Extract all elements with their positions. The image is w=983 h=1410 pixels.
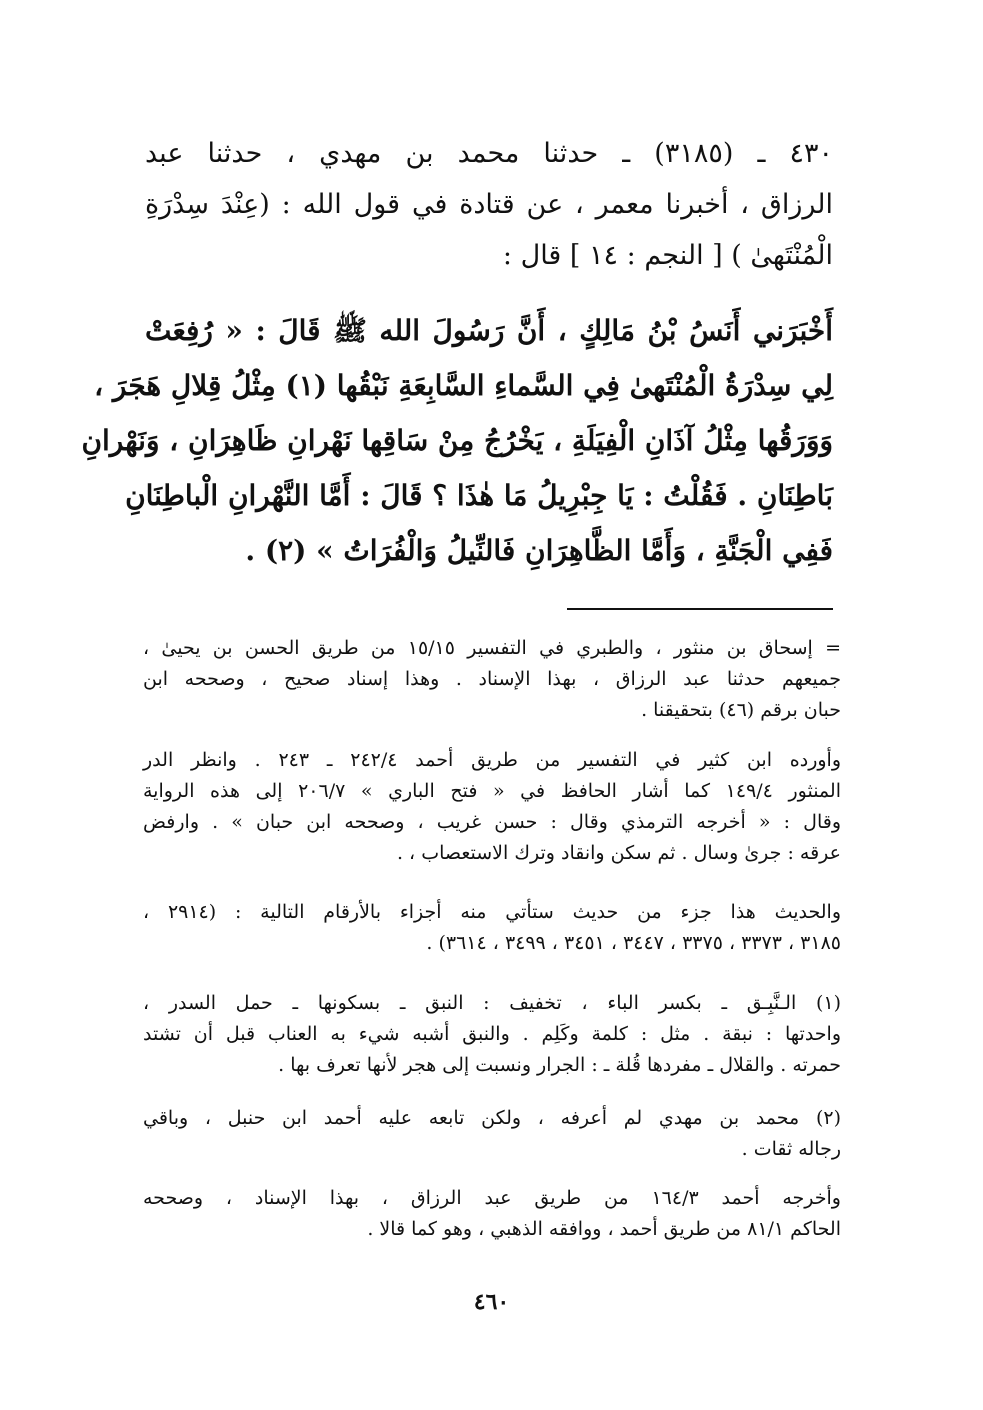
footnote-line: عرقه : جرىٰ وسال . ثم سكن وانقاد وترك الاستعصاب ، . — [396, 842, 841, 864]
footnote-paragraph — [143, 897, 841, 959]
footnote-paragraph — [143, 1183, 841, 1245]
footnote-line: (٢) محمد بن مهدي لم أعرفه ، ولكن تابعه عليه أحمد ابن حنبل ، وباقي — [143, 1107, 841, 1129]
footnote-line: جميعهم حدثنا عبد الرزاق ، بهذا الإسناد . وهذا إسناد صحيح ، وصححه ابن — [143, 668, 841, 690]
footnote-1 — [143, 988, 841, 1081]
footnote-line: وأورده ابن كثير في التفسير من طريق أحمد ٢٤٢/٤ ـ ٢٤٣ . وانظر الدر — [143, 749, 841, 771]
hadith-text-paragraph — [81, 303, 833, 578]
footnote-line: وقال : « أخرجه الترمذي وقال : حسن غريب ، وصححه ابن حبان » . وارفض — [143, 811, 841, 833]
footnote-line: ٣١٨٥ ، ٣٣٧٣ ، ٣٣٧٥ ، ٣٤٤٧ ، ٣٤٥١ ، ٣٤٩٩ ، ٣٦١٤) . — [426, 932, 841, 954]
text-line: لِي سِدْرَةُ الْمُنْتَهىٰ فِي السَّماءِ السَّابِعَةِ نَبْقُها (١) مِثْلُ قِلالِ هَجَرَ ، — [94, 369, 833, 402]
footnote-line: الحاكم ٨١/١ من طريق أحمد ، ووافقه الذهبي ، وهو كما قالا . — [367, 1218, 841, 1240]
footnote-separator — [567, 608, 833, 610]
footnote-paragraph — [143, 633, 841, 726]
footnote-paragraph — [143, 745, 841, 869]
text-line: وَوَرَقُها مِثْلُ آذَانِ الْفِيَلَةِ ، يَخْرُجُ مِنْ سَاقِها نَهْرانِ ظَاهِرَانِ ، وَنَهْرانِ — [81, 424, 833, 457]
footnote-line: والحديث هذا جزء من حديث ستأتي منه أجزاء بالأرقام التالية : (٢٩١٤ ، — [143, 901, 841, 923]
footnote-line: = إسحاق بن منثور ، والطبري في التفسير ١٥/١٥ من طريق الحسن بن يحيىٰ ، — [143, 637, 841, 659]
footnote-line: وأخرجه أحمد ١٦٤/٣ من طريق عبد الرزاق ، بهذا الإسناد ، وصححه — [143, 1187, 841, 1209]
footnote-line: المنثور ١٤٩/٤ كما أشار الحافظ في « فتح الباري » ٢٠٦/٧ إلى هذه الرواية — [143, 780, 841, 802]
text-line: أَخْبَرَني أَنَسُ بْنُ مَالِكٍ ، أَنَّ رَسُولَ الله ﷺ قَالَ : « رُفِعَتْ — [145, 314, 833, 347]
text-line: ٤٣٠ ـ (٣١٨٥) ـ حدثنا محمد بن مهدي ، حدثنا عبد — [145, 138, 833, 169]
footnote-line: رجاله ثقات . — [741, 1138, 841, 1160]
footnote-line: (١) الـنَّبِـق ـ بكسر الباء ، تخفيف : النبق ـ بسكونها ـ حمل السدر ، — [143, 992, 841, 1014]
footnote-2 — [143, 1103, 841, 1165]
text-line: الْمُنْتَهىٰ ) [ النجم : ١٤ ] قال : — [502, 240, 833, 271]
footnote-line: واحدتها : نبقة . مثل : كلمة وكَلِم . والنبق أشبه شيء به العناب قبل أن تشتد — [143, 1023, 841, 1045]
page-number: ٤٦٠ — [473, 1289, 510, 1315]
footnote-line: حمرته . والقلال ـ مفردها قُلة ـ : الجرار ونسبت إلى هجر لأنها تعرف بها . — [278, 1054, 841, 1076]
footnote-line: حبان برقم (٤٦) بتحقيقنا . — [641, 699, 841, 721]
text-line: بَاطِنَانِ . فَقُلْتُ : يَا جِبْرِيلُ مَا هٰذَا ؟ قَالَ : أَمَّا النَّهْرانِ الْباطِنَانِ — [125, 479, 833, 512]
hadith-chain-paragraph — [145, 128, 833, 281]
text-line: فَفِي الْجَنَّةِ ، وَأَمَّا الظَّاهِرَانِ فَالنِّيلُ وَالْفُرَاتُ » (٢) . — [245, 534, 833, 567]
text-line: الرزاق ، أخبرنا معمر ، عن قتادة في قول الله : (عِنْدَ سِدْرَةِ — [145, 189, 833, 220]
